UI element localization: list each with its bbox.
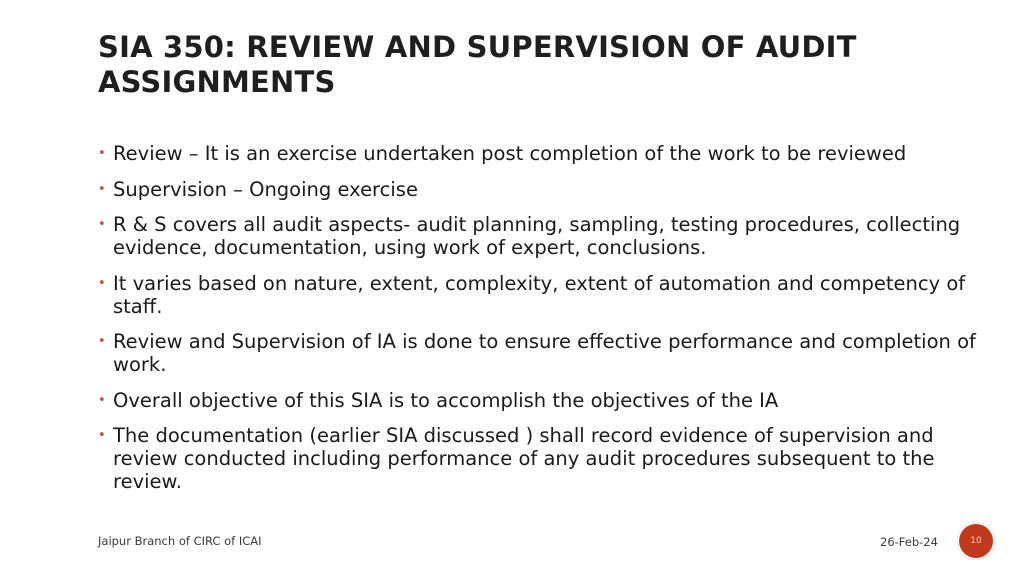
page-number-badge	[957, 522, 995, 560]
bullet-item	[98, 142, 978, 165]
bullet-icon: •	[98, 275, 106, 291]
bullet-text: Overall objective of this SIA is to accomplish the objectives of the IA	[113, 388, 779, 412]
bullet-text: Review and Supervision of IA is done to ensure effective performance and completion of work.	[113, 330, 976, 376]
footer-date: 26-Feb-24	[880, 535, 938, 549]
bullet-item	[98, 272, 978, 318]
bullet-text: The documentation (earlier SIA discussed ) shall record evidence of supervision and review conducted including performance of any audit procedures subsequent to the review.	[113, 424, 935, 493]
bullet-text: R & S covers all audit aspects- audit planning, sampling, testing procedures, collecting evidence, documentation, using work of expert, conclusions.	[113, 213, 961, 259]
bullet-icon: •	[98, 181, 106, 197]
bullet-item	[98, 330, 978, 376]
bullet-list	[98, 142, 978, 506]
bullet-text: Review – It is an exercise undertaken post completion of the work to be reviewed	[113, 142, 907, 165]
bullet-item	[98, 389, 978, 412]
bullet-item	[98, 178, 978, 201]
bullet-text: It varies based on nature, extent, complexity, extent of automation and competency of staff.	[113, 271, 966, 318]
bullet-icon: •	[98, 217, 106, 232]
slide-title: SIA 350: REVIEW AND SUPERVISION OF AUDIT ASSIGNMENTS	[98, 30, 857, 99]
bullet-item	[98, 213, 978, 259]
page-number: 10	[970, 536, 982, 546]
bullet-icon: •	[98, 428, 106, 443]
bullet-icon: •	[98, 146, 106, 161]
bullet-text: Supervision – Ongoing exercise	[113, 177, 418, 201]
bullet-icon: •	[98, 392, 106, 408]
bullet-icon: •	[98, 334, 106, 349]
footer-organization: Jaipur Branch of CIRC of ICAI	[98, 534, 262, 548]
bullet-item	[98, 424, 978, 493]
